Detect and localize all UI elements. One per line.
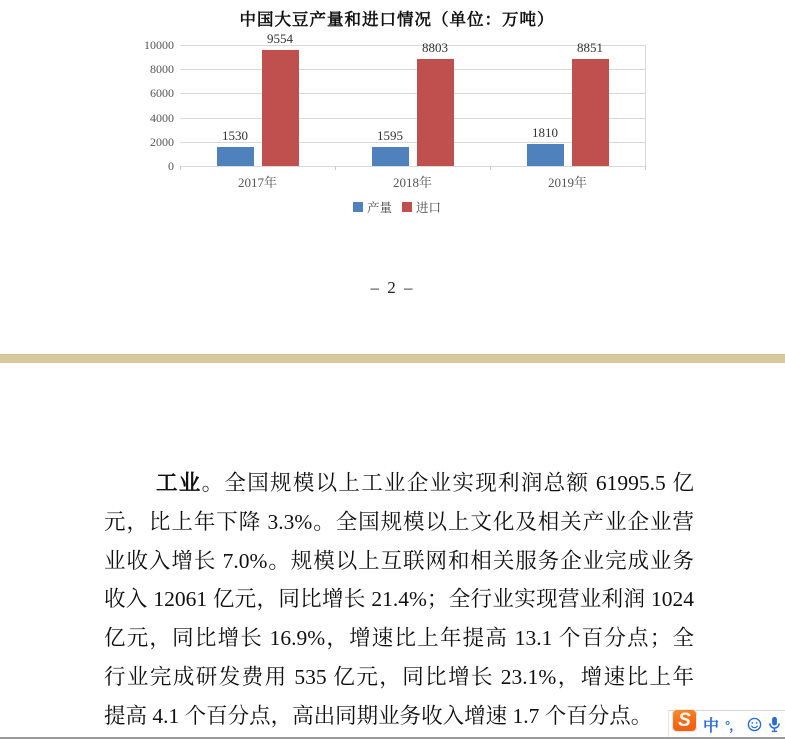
legend-label-import: 进口 — [416, 201, 442, 215]
bar-进口 — [262, 50, 299, 166]
paragraph-line: 收入 12061 亿元，同比增长 21.4%；全行业实现营业利润 1024 — [104, 587, 694, 612]
page-number: – 2 – — [370, 278, 415, 297]
bar-进口 — [417, 59, 454, 166]
y-axis-tick-label: 6000 — [150, 86, 174, 101]
bar-产量 — [527, 144, 564, 166]
emoji-icon[interactable] — [747, 717, 762, 732]
y-axis-tick-label: 4000 — [150, 110, 174, 125]
chart-gridline — [180, 166, 645, 167]
legend-entry-production — [353, 198, 392, 216]
x-axis-tick — [645, 166, 646, 170]
ime-punctuation-toggle[interactable]: °， — [725, 717, 742, 733]
production-swatch-icon — [353, 202, 363, 212]
legend-entry-import — [402, 198, 441, 216]
paragraph-line: 行业完成研发费用 535 亿元，同比增长 23.1%，增速比上年 — [104, 664, 694, 689]
bar-产量 — [217, 147, 254, 166]
y-axis-tick-label: 8000 — [150, 62, 174, 77]
industry-paragraph — [104, 464, 694, 736]
paragraph-line: 元，比上年下降 3.3%。全国规模以上文化及相关产业企业营 — [104, 509, 694, 534]
y-axis-tick-label: 10000 — [144, 38, 174, 52]
import-swatch-icon — [402, 202, 412, 212]
bar-产量 — [372, 147, 409, 166]
plot-right-border — [645, 45, 646, 166]
x-axis-tick — [180, 166, 181, 170]
x-axis-tick — [335, 166, 336, 170]
y-axis-tick-label: 0 — [168, 159, 174, 173]
bar-value-label: 1530 — [222, 128, 248, 144]
legend-label-production: 产量 — [366, 201, 392, 215]
x-axis-category-label: 2018年 — [392, 175, 432, 190]
bar-进口 — [572, 59, 609, 166]
chart-legend — [152, 198, 642, 216]
soybean-chart — [0, 0, 785, 230]
bar-value-label: 8851 — [577, 39, 603, 55]
paragraph-line: 亿元，同比增长 16.9%，增速比上年提高 13.1 个百分点；全 — [104, 626, 694, 651]
bar-value-label: 1810 — [532, 125, 558, 141]
paragraph-line: 业收入增长 7.0%。规模以上互联网和相关服务企业完成业务 — [104, 548, 694, 573]
bar-value-label: 8803 — [422, 40, 448, 56]
page-gap-divider — [0, 354, 785, 363]
y-axis-tick-label: 2000 — [150, 134, 174, 149]
paragraph-lead-word: 工业 — [156, 471, 202, 495]
microphone-icon[interactable] — [768, 716, 781, 733]
sogou-ime-toolbar[interactable] — [668, 710, 785, 737]
ime-language-mode-toggle[interactable]: 中 — [703, 717, 720, 735]
paragraph-line: 提高 4.1 个百分点，高出同期业务收入增速 1.7 个百分点。 — [104, 703, 653, 728]
chart-title: 中国大豆产量和进口情况（单位：万吨） — [239, 10, 555, 29]
paragraph-line — [104, 464, 694, 503]
x-axis-category-label: 2019年 — [547, 175, 587, 190]
x-axis-category-label: 2017年 — [237, 175, 277, 190]
bar-value-label: 1595 — [377, 127, 403, 143]
sogou-logo-icon[interactable]: S — [672, 709, 697, 732]
paragraph-line-text: 。全国规模以上工业企业实现利润总额 61995.5 亿 — [201, 471, 694, 495]
x-axis-tick — [490, 166, 491, 170]
bar-value-label: 9554 — [267, 31, 293, 47]
